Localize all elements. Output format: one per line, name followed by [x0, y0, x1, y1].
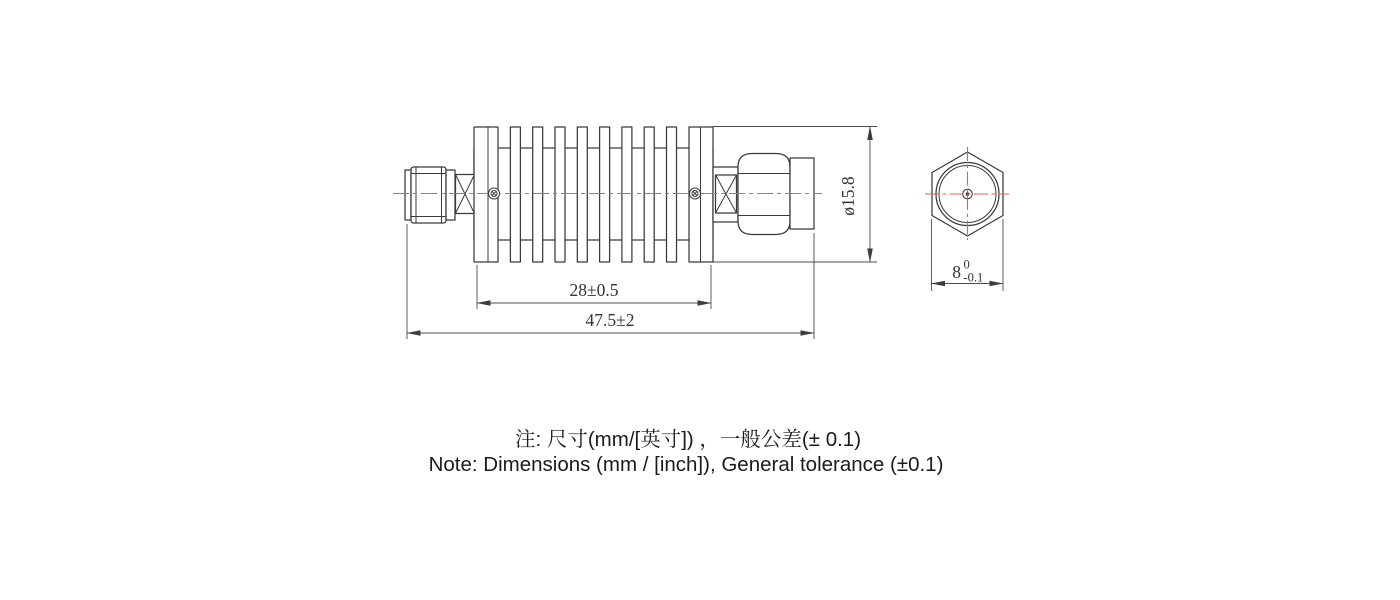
heatsink-fin	[644, 127, 654, 262]
side-view	[393, 127, 822, 262]
left-connector-cap	[405, 170, 411, 220]
heatsink-fin	[510, 127, 520, 262]
dim-heatsink-length-label: 28±0.5	[569, 280, 619, 300]
heatsink-fin	[555, 127, 565, 262]
note-line-zh: 注: 尺寸(mm/[英寸]) ，一般公差(± 0.1)	[514, 428, 862, 451]
heatsink-fin	[622, 127, 632, 262]
screw-hole-right	[690, 188, 701, 199]
note-line-en: Note: Dimensions (mm / [inch]), General tolerance (±0.1)	[428, 453, 944, 476]
heatsink-fin	[600, 127, 610, 262]
dim-fin-diameter-label: ø15.8	[838, 176, 858, 216]
left-neck	[446, 170, 455, 220]
dim-overall-length-label: 47.5±2	[585, 310, 635, 330]
dim-hex-width-label: 8	[952, 262, 961, 282]
heatsink-fin	[667, 127, 677, 262]
end-view	[925, 147, 1009, 240]
dim-hex-width-lower-tolerance: -0.1	[963, 270, 984, 285]
notes-block	[429, 428, 944, 476]
heatsink-fin	[533, 127, 543, 262]
screw-hole-left	[489, 188, 500, 199]
dim-hex-width-upper-tolerance: 0	[963, 257, 970, 272]
heatsink-fin	[577, 127, 587, 262]
